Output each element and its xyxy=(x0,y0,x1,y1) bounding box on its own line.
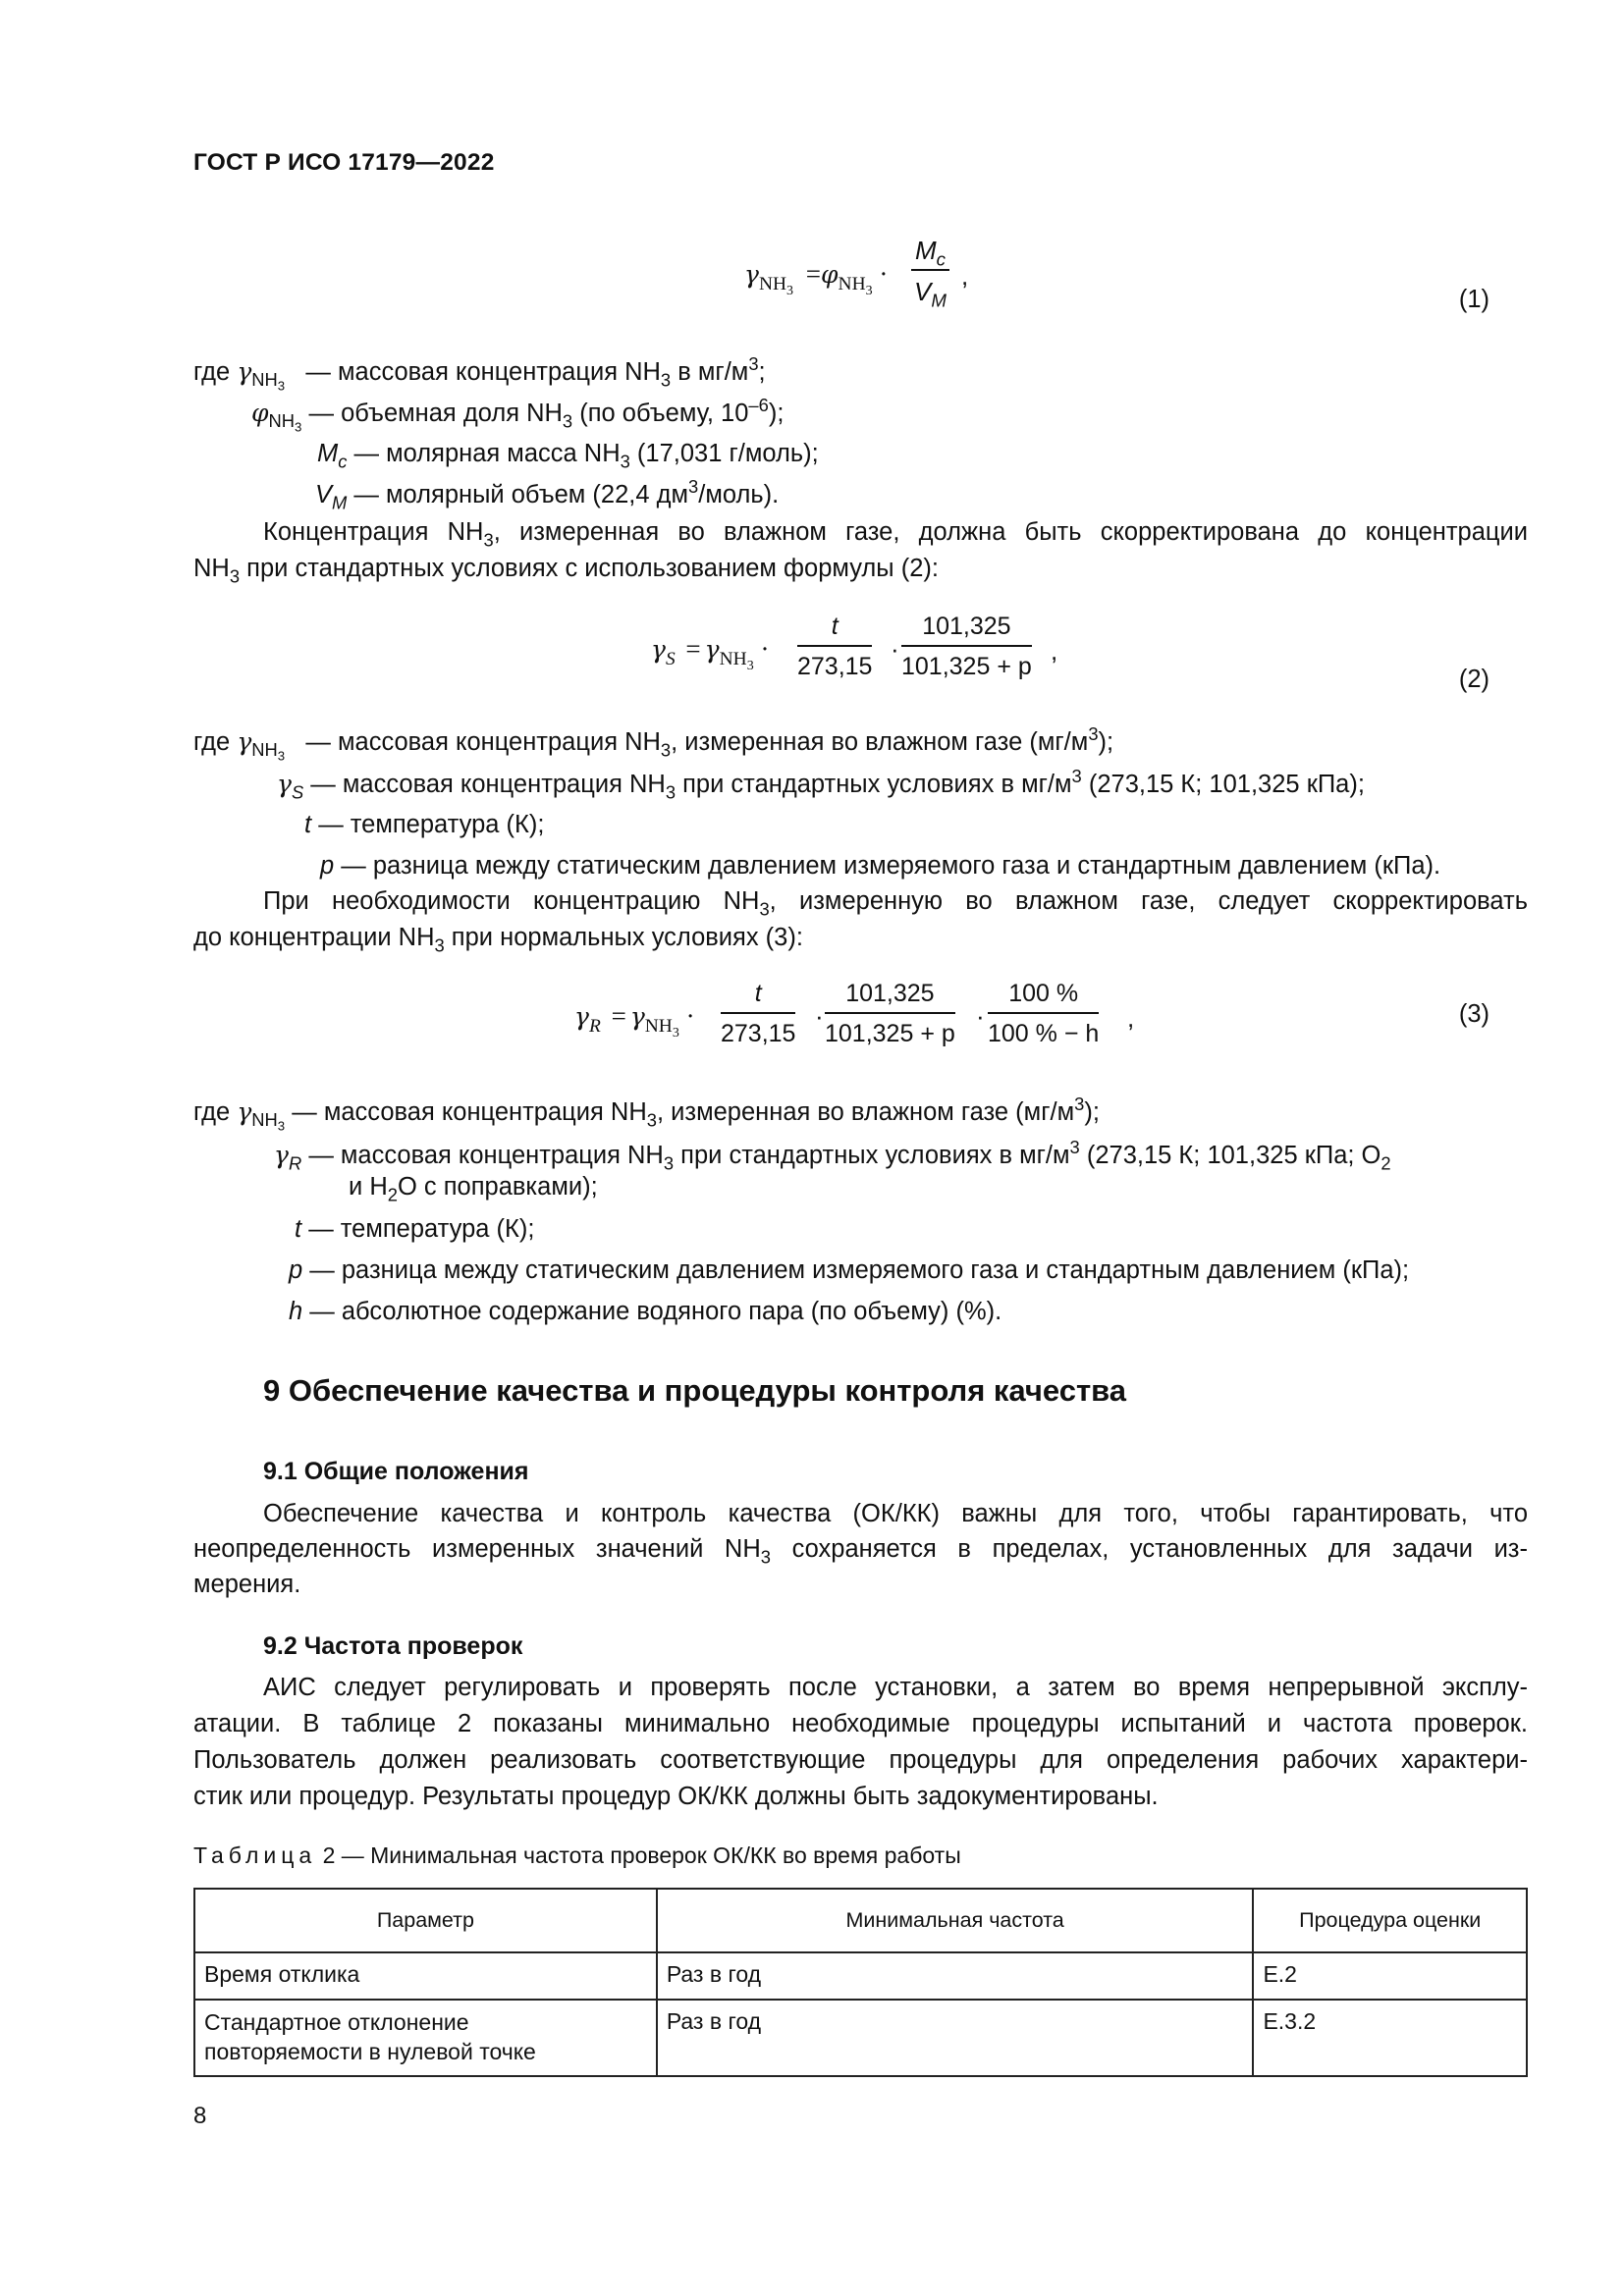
page-number: 8 xyxy=(193,2103,207,2129)
table-cell: Стандартное отклонение повторяемости в нулевой точке xyxy=(194,2000,657,2076)
where-item: где $\gamma_{NH_3}$ — массовая концентрация $NH_3$, измеренная во влажном газе $(мг/м^3)$; xyxy=(193,1093,1100,1135)
where-item: $M_c$ — молярная масса $NH_3$ (17,031 г/моль); xyxy=(317,440,819,472)
fraction-mc-vm: $\frac{M_c}{V_M}$ xyxy=(911,238,949,304)
table-row xyxy=(194,2000,1527,2076)
table-row xyxy=(194,1952,1527,2000)
equation-number-3: (3) xyxy=(1458,1000,1489,1028)
table-cell: E.2 xyxy=(1253,1952,1527,2000)
table-cell: E.3.2 xyxy=(1253,2000,1527,2076)
where-item: $\gamma_R$ — массовая концентрация $NH_3$ при стандартных условиях в $мг/м^3$ (273,15 К; 101,325 кПа; $O_2$ xyxy=(274,1136,1391,1174)
column-header: Процедура оценки xyxy=(1253,1889,1527,1952)
document-header: ГОСТ Р ИСО 17179—2022 xyxy=(193,149,495,176)
where-item: $\varphi_{NH_3}$ — объемная доля $NH_3$ (по объему, $10^{-6}$); xyxy=(251,394,785,436)
where-item: h — абсолютное содержание водяного пара (по объему) (%). xyxy=(289,1298,1002,1325)
table-cell: Раз в год xyxy=(657,1952,1254,2000)
table-caption: Таблица 2 — Минимальная частота проверок ОК/КК во время работы xyxy=(193,1842,961,1868)
where-item: $\gamma_S$ — массовая концентрация $NH_3$ при стандартных условиях в $мг/м^3$ (273,15 К; 101,325 кПа); xyxy=(277,765,1365,803)
section-heading: 9 Обеспечение качества и процедуры контроля качества xyxy=(263,1373,1127,1408)
fraction-humidity: $\frac{100 \%}{100 \% - h}$ xyxy=(988,980,1100,1047)
equation-number-1: (1) xyxy=(1458,286,1489,313)
fraction-pressure: $\frac{101,325}{101,325 + p}$ xyxy=(825,980,955,1047)
table-qa-frequency xyxy=(193,1888,1528,2077)
fraction-t: $\frac{t}{273,15}$ xyxy=(797,613,873,680)
table-cell: Время отклика xyxy=(194,1952,657,2000)
table-cell: Раз в год xyxy=(657,2000,1254,2076)
table-header-row xyxy=(194,1889,1527,1952)
subsection-heading: 9.1 Общие положения xyxy=(263,1458,529,1485)
equation-number-2: (2) xyxy=(1458,666,1489,693)
column-header: Параметр xyxy=(194,1889,657,1952)
where-item: t — температура (К); xyxy=(304,811,545,838)
where-item: где $\gamma_{NH_3}$ — массовая концентрация $NH_3$, измеренная во влажном газе $(мг/м^3)$; xyxy=(193,722,1114,765)
fraction-t: $\frac{t}{273,15}$ xyxy=(721,980,796,1047)
where-item: $V_M$ — молярный объем (22,4 $дм^3/моль$). xyxy=(315,475,780,513)
fraction-pressure: $\frac{101,325}{101,325 + p}$ xyxy=(901,613,1032,680)
where-item: где $\gamma_{NH_3}$ — массовая концентрация $NH_3$ в $мг/м^3$; xyxy=(193,352,766,395)
column-header: Минимальная частота xyxy=(657,1889,1254,1952)
where-item: t — температура (К); xyxy=(295,1215,535,1243)
where-item: p — разница между статическим давлением измеряемого газа и стандартным давлением (кПа); xyxy=(289,1256,1410,1284)
where-item: p — разница между статическим давлением измеряемого газа и стандартным давлением (кПа). xyxy=(320,852,1441,880)
subsection-heading: 9.2 Частота проверок xyxy=(263,1632,523,1660)
